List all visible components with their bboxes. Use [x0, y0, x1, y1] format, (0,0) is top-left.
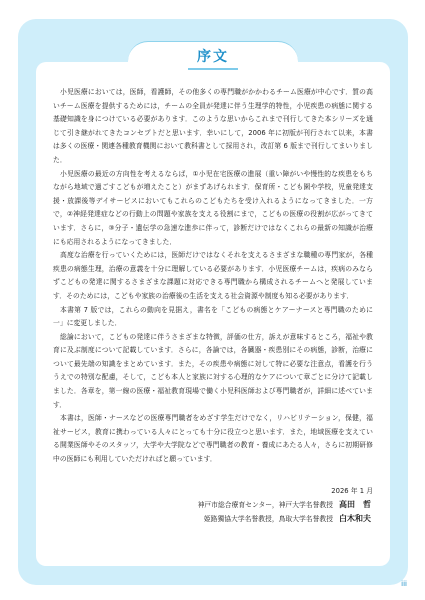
title-underline — [188, 68, 238, 70]
author-affiliation: 神戸市総合療育センター，神戸大学名誉教授 — [197, 501, 333, 509]
signature-block — [53, 485, 373, 526]
author-name: 高田 哲 — [339, 500, 371, 509]
author-name: 白木和夫 — [339, 514, 371, 523]
paragraph: 小児医療においては，医師，看護師，その他多くの専門職がかかわるチーム医療が中心です．質の高いチーム医療を提供するためには，チームの全員が発達に伴う生理学的特性，小児疾患の病態に関する基礎知識を身につけている必要があります．このような思いからこれまで刊行してきた本シリーズを通じて引き継がれてきたコンセプトだと思います．幸いにして，2006 年に初版が刊行されて以来，本書は多くの医療・関連各種教育機関において教科書として採用され，改訂第 6 版まで刊行してまいりました． — [53, 88, 373, 164]
page-number: iii — [401, 580, 407, 588]
author-affiliation: 姫路獨協大学名誉教授，鳥取大学名誉教授 — [203, 515, 333, 523]
paragraph: 高度な治療を行っていくためには，医師だけではなくそれを支えるさまざまな職種の専門家が，各種疾患の病態生理，治療の意義を十分に理解している必要があります．小児医療チームは，疾病のみならずこどもの発達に関するさまざまな課題に対応できる専門職から構成されるチームへと発展しています．そのためには，こどもや家族の治療後の生活を支える社会資源や制度も知る必要があります． — [53, 251, 373, 300]
signature-date: 2026 年 1 月 — [331, 487, 373, 495]
paragraph: 本書第 7 版では，これらの動向を見据え，書名を「こどもの病態とケアーナースと専門職のために一」に変更しました． — [53, 305, 373, 328]
signature-author-row — [53, 512, 373, 526]
paragraph: 本書は，医師・ナースなどの医療専門職者をめざす学生だけでなく，リハビリテーション，保健，福祉サービス，教育に携わっている人々にとっても十分に役立つと思います．また，地域医療を支えている開業医師やそのスタッフ，大学や大学院などで専門職者の教育・養成にあたる人々，さらに初期研修中の医師にも利用していただければと願っています． — [53, 414, 373, 464]
page-title: 序文 — [197, 49, 229, 65]
paragraph: 小児医療の最近の方向性を考えるならば，①小児在宅医療の進展（重い障がいや慢性的な疾患をもちながら地域で過ごすこどもが増えたこと）がまずあげられます．保育所・こども園や学校，児童発達支援・放課後等デイサービスにおいてもこれらのこどもたちを受け入れるようになってきました．一方で，②神経発達症などの行動上の問題や家族を支える役割にまで，こどもの医療の役割が広がってきています．さらに，③分子・遺伝学の急速な進歩に伴って，診断だけではなくこれらの最新の知識が治療にも応用されるようになってきました． — [53, 169, 373, 246]
preface-body — [53, 86, 373, 467]
paragraph: 総論において，こどもの発達に伴うさまざまな特徴，評価の仕方，訴えが意味するところ，福祉や教育に及ぶ制度について記載しています．さらに，各論では，各臓器・疾患別にその病態，診断，治療について最先端の知識をまとめています．また，その疾患や病態に対して特に必要な注意点，看護を行ううえでの特別な配慮，そして，こども本人と家族に対する心理的なケアについて章ごとに分けて記載しました．各章を，第一線の医療・福祉教育現場で働く小児科医師および専門職者が，詳細に述べています． — [53, 332, 373, 409]
signature-author-row — [53, 498, 373, 512]
